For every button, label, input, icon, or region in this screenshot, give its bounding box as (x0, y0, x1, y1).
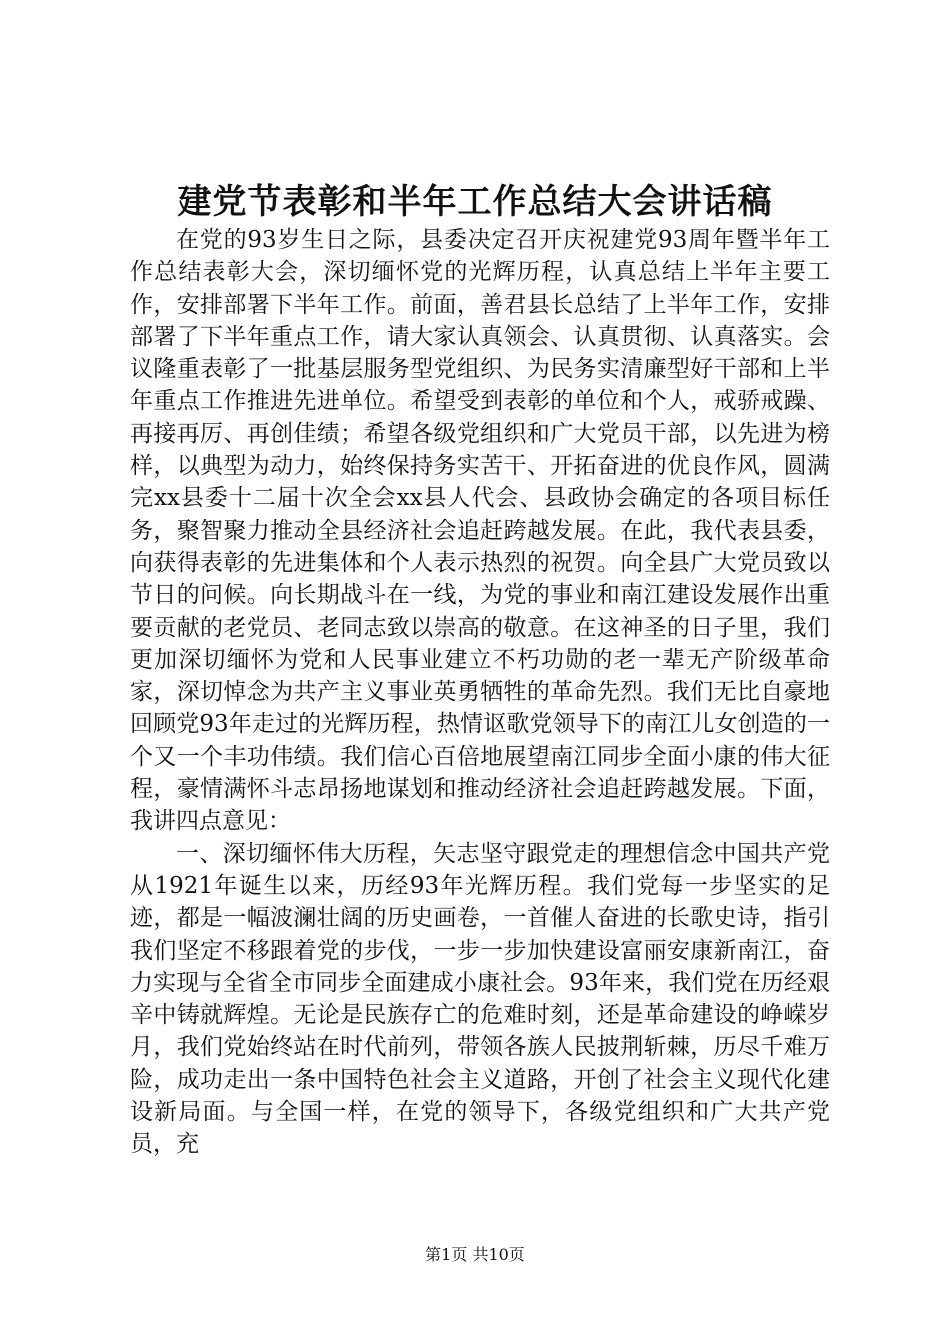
paragraph-1: 在党的93岁生日之际，县委决定召开庆祝建党93周年暨半年工作总结表彰大会，深切缅怀党的光辉历程，认真总结上半年主要工作，安排部署下半年工作。前面，善君县长总结了上半年工作，安排部署了下半年重点工作，请大家认真领会、认真贯彻、认真落实。会议隆重表彰了一批基层服务型党组织、为民务实清廉型好干部和上半年重点工作推进先进单位。希望受到表彰的单位和个人，戒骄戒躁、再接再厉、再创佳绩；希望各级党组织和广大党员干部，以先进为榜样，以典型为动力，始终保持务实苦干、开拓奋进的优良作风，圆满完xx县委十二届十次全会xx县人代会、县政协会确定的各项目标任务，聚智聚力推动全县经济社会追赶跨越发展。在此，我代表县委，向获得表彰的先进集体和个人表示热烈的祝贺。向全县广大党员致以节日的问候。向长期战斗在一线，为党的事业和南江建设发展作出重要贡献的老党员、老同志致以崇高的敬意。在这神圣的日子里，我们更加深切缅怀为党和人民事业建立不朽功勋的老一辈无产阶级革命家，深切悼念为共产主义事业英勇牺牲的革命先烈。我们无比自豪地回顾党93年走过的光辉历程，热情讴歌党领导下的南江儿女创造的一个又一个丰功伟绩。我们信心百倍地展望南江同步全面小康的伟大征程，豪情满怀斗志昂扬地谋划和推动经济社会追赶跨越发展。下面，我讲四点意见： (130, 227, 830, 835)
page-footer: 第1页 共10页 (425, 1245, 525, 1264)
document-title: 建党节表彰和半年工作总结大会讲话稿 (177, 182, 773, 222)
paragraph-2: 一、深切缅怀伟大历程，矢志坚守跟党走的理想信念中国共产党从1921年诞生以来，历经93年光辉历程。我们党每一步坚实的足迹，都是一幅波澜壮阔的历史画卷，一首催人奋进的长歌史诗，指引我们坚定不移跟着党的步伐，一步一步加快建设富丽安康新南江，奋力实现与全省全市同步全面建成小康社会。93年来，我们党在历经艰辛中铸就辉煌。无论是民族存亡的危难时刻，还是革命建设的峥嵘岁月，我们党始终站在时代前列，带领各族人民披荆斩棘，历尽千难万险，成功走出一条中国特色社会主义道路，开创了社会主义现代化建设新局面。与全国一样，在党的领导下，各级党组织和广大共产党员，充 (130, 840, 830, 1158)
document-body (130, 224, 830, 1161)
